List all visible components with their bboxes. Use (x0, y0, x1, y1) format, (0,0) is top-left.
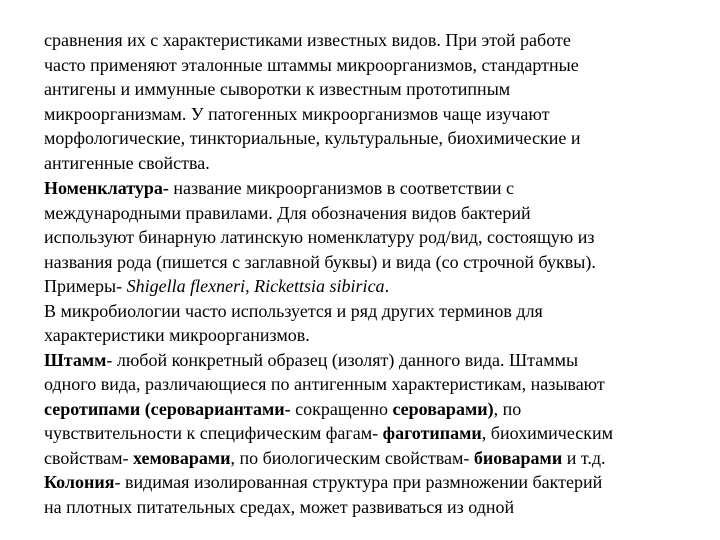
separator-text: , (245, 276, 255, 296)
text-line (44, 274, 694, 299)
text-line (44, 397, 694, 422)
term-chemovars: хемоварами (133, 447, 231, 468)
definition-text: - видимая изолированная структура при размножении бактерий (114, 472, 603, 492)
text-line (44, 446, 694, 471)
example-species-rickettsia: Rickettsia sibirica (254, 276, 385, 296)
term-strain: Штамм (44, 349, 107, 370)
examples-prefix: Примеры- (44, 276, 127, 296)
connector-text: чувствительности к специфическим фагам- (44, 423, 383, 443)
example-species-shigella: Shigella flexneri (126, 276, 246, 296)
text-line (44, 348, 694, 373)
text-line: морфологические, тинкториальные, культуральные, биохимические и (44, 128, 581, 148)
definition-text: - любой конкретный образец (изолят) данного вида. Штаммы (106, 349, 579, 370)
term-serovars: сероварами) (392, 398, 494, 419)
text-line: одного вида, различающиеся по антигенным характеристикам, называют (44, 374, 605, 394)
text-line: названия рода (пишется с заглавной буквы) и вида (со строчной буквы). (44, 251, 596, 272)
text-line: международными правилами. Для обозначения видов бактерий (44, 202, 531, 223)
text-line: характеристики микроорганизмов. (44, 325, 310, 345)
connector-text: , по (493, 398, 522, 419)
term-phagotypes: фаготипами (382, 423, 482, 443)
connector-text: , биохимическим (481, 423, 614, 443)
term-nomenclature: Номенклатура- (44, 178, 169, 198)
term-serotypes: серотипами (серовариантами- (44, 398, 291, 419)
text-line (44, 421, 694, 446)
text-line: часто применяют эталонные штаммы микроорганизмов, стандартные (44, 54, 579, 75)
period-text: . (384, 276, 390, 296)
text-line: используют бинарную латинскую номенклатуру род/вид, состоящую из (44, 227, 595, 247)
text-line: сравнения их с характеристиками известных видов. При этой работе (44, 30, 571, 50)
text-line: микроорганизмам. У патогенных микроорганизмов чаще изучают (44, 103, 550, 124)
connector-text: свойствам- (44, 447, 133, 468)
text-line: антигены и иммунные сыворотки к известным прототипным (44, 79, 511, 99)
connector-text: и т.д. (562, 447, 606, 468)
term-colony: Колония (44, 472, 115, 492)
text-line: антигенные свойства. (44, 152, 210, 173)
text-line: В микробиологии часто используется и ряд других терминов для (44, 300, 543, 321)
definition-text: название микроорганизмов в соответствии с (168, 178, 514, 198)
connector-text: , по биологическим свойствам- (230, 447, 474, 468)
connector-text: сокращенно (290, 398, 393, 419)
text-line (44, 176, 694, 201)
paragraph-nomenclature (44, 176, 694, 519)
text-line: на плотных питательных средах, может развиваться из одной (44, 496, 515, 517)
text-line (44, 470, 694, 495)
term-biovars: биоварами (473, 447, 563, 468)
paragraph-comparison (44, 28, 694, 175)
